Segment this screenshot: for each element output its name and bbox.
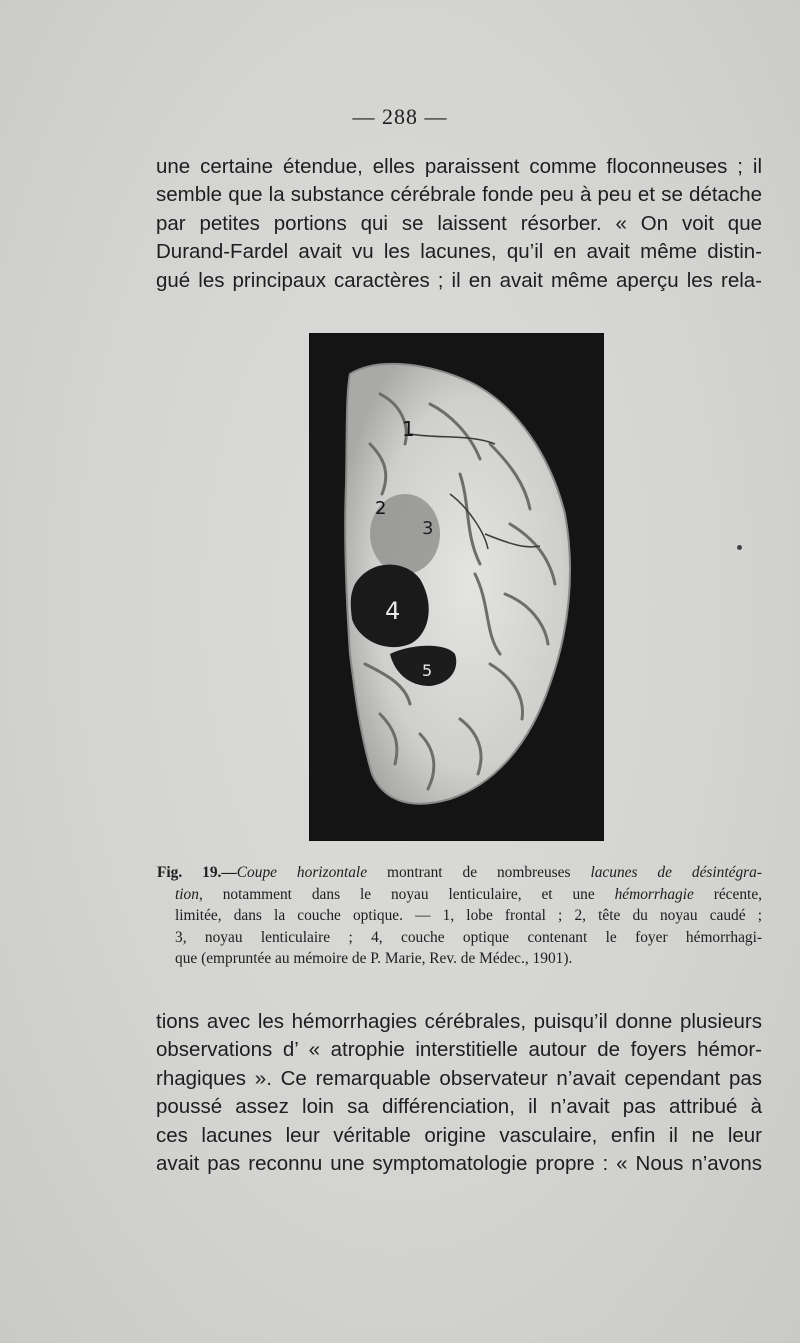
text-line: semble que la substance cérébrale fonde peu à peu et se détache: [156, 183, 762, 207]
figure-label-2: 2: [375, 498, 387, 519]
text-line: avait pas reconnu une symptomatologie propre : « Nous n’avons: [156, 1152, 762, 1176]
text-line: gué les principaux caractères ; il en avait même aperçu les rela-: [156, 268, 762, 292]
text-line: ces lacunes leur véritable origine vasculaire, enfin il ne leur: [156, 1123, 762, 1147]
figure-label-5: 5: [422, 661, 433, 680]
text-line: poussé assez loin sa différenciation, il n’avait pas attribué à: [156, 1095, 762, 1119]
figure-caption: [157, 862, 762, 970]
paragraph-top: [156, 153, 762, 295]
figure-label-4: 4: [385, 597, 401, 625]
text-line: observations d’ « atrophie interstitielle autour de foyers hémor-: [156, 1038, 762, 1062]
caption-line: limitée, dans la couche optique. — 1, lobe frontal ; 2, tête du noyau caudé ;: [175, 907, 762, 925]
print-speck: [737, 545, 742, 550]
text-line: par petites portions qui se laissent résorber. « On voit que: [156, 211, 762, 235]
text-line: une certaine étendue, elles paraissent comme floconneuses ; il: [156, 155, 762, 178]
caption-line: Fig. 19.—Coupe horizontale montrant de nombreuses lacunes de désintégra-: [157, 864, 762, 881]
brain-section-illustration: [310, 334, 603, 840]
text-line: Durand-Fardel avait vu les lacunes, qu’il en avait même distin-: [156, 240, 762, 264]
brain-section-photograph: [309, 333, 604, 841]
figure-label-1: 1: [402, 417, 415, 441]
caption-line: que (empruntée au mémoire de P. Marie, Rev. de Médec., 1901).: [175, 950, 573, 968]
page-number: — 288 —: [352, 104, 448, 129]
caption-line: tion, notamment dans le noyau lenticulaire, et une hémorrhagie récente,: [175, 885, 762, 903]
text-line: rhagiques ». Ce remarquable observateur n’avait cependant pas: [156, 1066, 762, 1090]
paragraph-bottom: [156, 1008, 762, 1178]
text-line: tions avec les hémorrhagies cérébrales, puisqu’il donne plusieurs: [156, 1010, 762, 1033]
figure-label-3: 3: [422, 518, 434, 539]
figure-number: Fig. 19.—: [157, 864, 237, 881]
caption-line: 3, noyau lenticulaire ; 4, couche optique contenant le foyer hémorrhagi-: [175, 928, 762, 946]
